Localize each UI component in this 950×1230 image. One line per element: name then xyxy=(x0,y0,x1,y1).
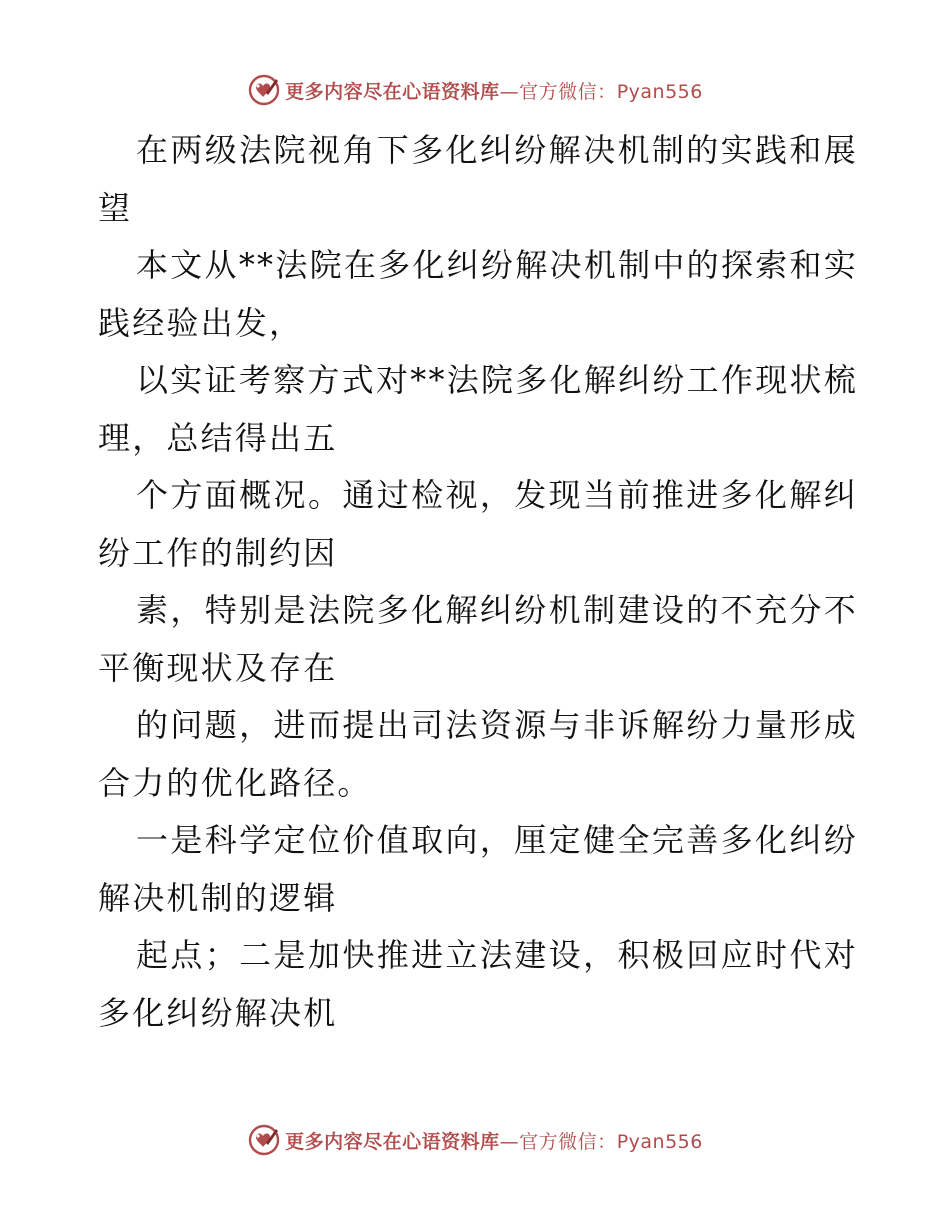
banner-label: 官方微信： xyxy=(519,1130,617,1153)
banner-text xyxy=(285,77,703,104)
banner-brand: 更多内容尽在心语资料库 xyxy=(285,1130,500,1153)
banner-dash: — xyxy=(499,1130,520,1153)
banner-wechat-id: Pyan556 xyxy=(616,1130,703,1153)
paragraph: 以实证考察方式对**法院多化解纠纷工作现状梳理，总结得出五 xyxy=(98,361,858,457)
heart-pen-logo-icon xyxy=(247,73,281,107)
paragraph: 起点；二是加快推进立法建设，积极回应时代对多化纠纷解决机 xyxy=(98,936,858,1032)
banner-brand: 更多内容尽在心语资料库 xyxy=(285,80,500,103)
paragraph: 本文从**法院在多化纠纷解决机制中的探索和实践经验出发， xyxy=(98,246,858,342)
paragraph: 的问题，进而提出司法资源与非诉解纷力量形成合力的优化路径。 xyxy=(98,706,858,802)
heart-pen-logo-icon xyxy=(247,1123,281,1157)
paragraph: 素，特别是法院多化解纠纷机制建设的不充分不平衡现状及存在 xyxy=(98,591,858,687)
banner-dash: — xyxy=(499,80,520,103)
header-banner xyxy=(0,70,950,110)
banner-text xyxy=(285,1127,703,1154)
banner-label: 官方微信： xyxy=(519,80,617,103)
document-title: 在两级法院视角下多化纠纷解决机制的实践和展望 xyxy=(98,131,858,227)
document-body xyxy=(98,122,858,1042)
footer-banner xyxy=(0,1120,950,1160)
paragraph: 一是科学定位价值取向，厘定健全完善多化纠纷解决机制的逻辑 xyxy=(98,821,858,917)
paragraph: 个方面概况。通过检视，发现当前推进多化解纠纷工作的制约因 xyxy=(98,476,858,572)
banner-wechat-id: Pyan556 xyxy=(616,80,703,103)
